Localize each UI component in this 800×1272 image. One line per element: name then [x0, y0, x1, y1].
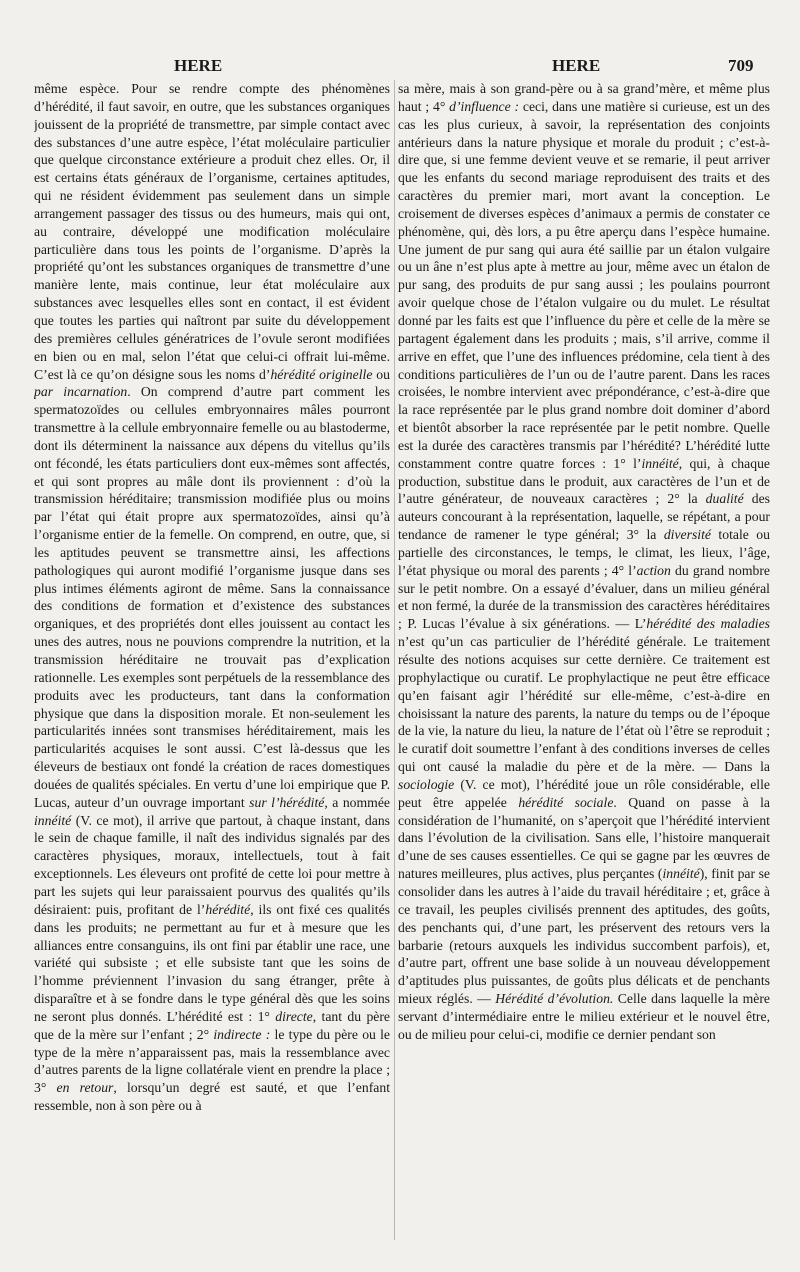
italic-term: par incarnation [34, 384, 128, 400]
running-header [0, 56, 800, 80]
text-run: , tant du père que de la mère sur l’enfant ; 2° [34, 1008, 390, 1042]
text-run: ), finit par se consolider dans les autres à l’aide du travail héréditaire ; et, grâce à ce travail, les peuples civilisés prennent des aptitudes, des goûts, des penchants qui, d’une part, les préservent des retours vers la barbarie (retours auxquels les individus succombent parfois), et, d’autre part, offrent une base solide à un nouveau développement d’aptitudes plus puissantes, de goûts plus délicats et de penchants mieux réglés. — [398, 866, 770, 1007]
text-run: . Quand on passe à la considération de l’humanité, on s’aperçoit que l’hérédité intervient dans l’évolution de la civilisation. Sans elle, l’histoire manquerait d’une de ses causes essentielles. Ce qui se gagne par les œuvres de natures meilleures, plus actives, plus perçantes ( [398, 794, 770, 882]
text-run: sa mère, mais à son grand-père ou à sa grand’mère, et même plus haut ; 4° [398, 81, 770, 114]
text-run: , qui, à chaque production, substitue dans le produit, aux caractères de l’un et de l’autre générateur, de nouveaux caractères ; 2° la [398, 455, 770, 507]
italic-term: directe [275, 1008, 313, 1024]
left-column [34, 80, 390, 1246]
text-run: (V. ce mot), l’hérédité joue un rôle considérable, elle peut être appelée [398, 776, 770, 810]
text-run: , ils ont fixé ces qualités dans les produits; ne permettant au fur et à mesure que les alliances entre consanguins, ils ont fini par établir une race, une variété qui subsiste ; et elle subsiste tant que les soins de l’homme préviennent l’invasion du sang étranger, prête à disparaître et à se fondre dans le type général dès que les soins ne seront plus donnés. L’hérédité est : 1° [34, 901, 390, 1024]
italic-term: en retour [56, 1080, 114, 1096]
page-number: 709 [728, 56, 754, 75]
italic-term: hérédité sociale [518, 794, 614, 810]
italic-term: d’influence : [449, 98, 520, 114]
italic-term: hérédité originelle [270, 366, 373, 382]
column-divider [394, 80, 395, 1240]
text-run: du grand nombre sur le petit nombre. On a essayé d’évaluer, dans un milieu général et non fermé, la durée de la transmission des caractères héréditaires ; P. Lucas l’évalue à six générations. — L’ [398, 562, 770, 632]
text-run: n’est qu’un cas particulier de l’hérédité générale. Le traitement résulte des notions acquises sur cette dernière. Ce traitement est prophylactique ou curatif. Le prophylactique ne peut être efficace qu’en faisant agir l’hérédité sur elle-même, c’est-à-dire en choisissant la nature des parents, la nature du temps ou de l’époque de la vie, la nature du lieu, la nature de l’état où l’être se reproduit ; le curatif doit soumettre l’enfant à des conditions inverses de celles qui ont causé la maladie du père et de la mère. — Dans la [398, 634, 770, 775]
italic-term: innéité [34, 812, 72, 828]
left-column-text [34, 80, 390, 1115]
text-run: des auteurs concourant à la représentation, laquelle, se répétant, a pour tendance de ramener le type général; 3° la [398, 491, 770, 543]
italic-term: sociologie [398, 776, 455, 792]
italic-term: Hérédité d’évolution. [495, 991, 614, 1007]
text-run: même espèce. Pour se rendre compte des phénomènes d’hérédité, il faut savoir, en outre, que les substances organiques jouissent de la propriété de transmettre, par simple contact avec des substances d’une autre espèce, l’état moléculaire particulier que quelque circonstance extérieure a produit chez elles. Or, il est certains états généraux de l’organisme, certaines aptitudes, qui ne résident évidemment pas seulement dans un simple arrangement passager des tissus ou des humeurs, mais qui ont, au contraire, développé une modification moléculaire particulière dans tous les points de l’organisme. D’après la propriété qu’ont les substances organiques de transmettre d’une manière lente, mais continue, leur état moléculaire aux substances avec lesquelles elles sont en contact, il est évident que toutes les parties qui naîtront par suite du développement des premières cellules génératrices de l’ovule seront modifiées en bien ou en mal, selon l’état que celui-ci offrait lui-même. C’est là ce qu’on désigne sous les noms d’ [34, 81, 390, 382]
text-run: , lorsqu’un degré est sauté, et que l’enfant ressemble, non à son père ou à [34, 1080, 390, 1114]
text-run: , a nommée [324, 794, 390, 810]
text-run: . On comprend d’autre part comment les spermatozoïdes ou cellules embryonnaires mâles pourront transmettre à la cellule embryonnaire femelle ou au blastoderme, dont ils déterminent la naissance aux dépens du vitellus qu’ils ont fécondé, les états particuliers dont eux-mêmes sont affectés, et qui sont propres au mâle dont ils proviennent : d’où la transmission héréditaire; transmission modifiée plus ou moins par l’état qui était propre aux spermatozoïdes, ainsi qu’à l’organisme entier de la femelle. On comprend, en outre, que, si les aptitudes peuvent se transmettre ainsi, les affections pathologiques qui auront modifié l’organisme jusque dans ses plus intimes éléments agiront de même. Sans la connaissance des conditions de formation et d’existence des substances organiques, et des propriétés dont elles jouissent au contact les unes des autres, nous ne pouvions comprendre la nutrition, et la transmission héréditaire ne trouvait pas d’explication rationnelle. Les exemples sont perpétuels de la ressemblance des produits avec les producteurs, tant dans la conformation physique que dans la disposition morale. Et non-seulement les particularités innées sont transmises héréditairement, mais les particularités acquises le sont aussi. C’est là-dessus que les éleveurs de bestiaux ont fondé la création de races domestiques douées de qualités spéciales. En vertu d’une loi empirique que P. Lucas, auteur d’un ouvrage important [34, 384, 390, 810]
text-run: ceci, dans une matière si curieuse, est un des cas les plus curieux, à savoir, la représentation des conjoints antérieurs dans la nature physique et morale du produit ; c’est-à-dire que, si une femme devient veuve et se remarie, il peut arriver que les enfants du second mariage reproduisent des traits et des caractères du premier mari, mort avant la conception. Le croisement de diverses espèces d’animaux a permis de constater ce phénomène, qui, dès lors, a pu être aperçu dans l’espèce humaine. Une jument de pur sang qui aura été saillie par un étalon vulgaire ou un âne n’est plus apte à mettre au jour, même avec un étalon de pur sang, des produits de pur sang aussi ; les poulains pourront avoir quelque chose de l’étalon vulgaire ou du mulet. Le résultat donné par les faits est que l’influence du père et celle de la mère se partagent également dans les produits ; mais, s’il arrive, comme il arrive en effet, que l’une des influences prédomine, cela tient à des conditions particulières de l’un ou de l’autre parent. Dans les races croisées, le nombre intervient avec prépondérance, c’est-à-dire que la race représentée par le plus grand nombre doit dominer d’abord et bientôt absorber la race représentée par le petit nombre. Quelle est la durée des caractères transmis par l’hérédité? L’hérédité lutte constamment contre quatre forces : 1° l’ [398, 98, 770, 471]
text-run: le type du père ou le type de la mère n’apparaissent pas, mais la ressemblance avec d’autres parents de la ligne collatérale vient en prendre la place ; 3° [34, 1026, 390, 1096]
right-column-text [398, 80, 770, 1044]
text-run: Celle dans laquelle la mère servant d’intermédiaire entre le milieu extérieur et le nouvel être, ou de milieu pour celui-ci, modifie ce dernier pendant son [398, 991, 770, 1042]
running-head-left: HERE [174, 56, 223, 75]
italic-term: diversité [663, 527, 711, 543]
italic-term: innéité [641, 455, 679, 471]
running-head-right: HERE [552, 56, 601, 75]
italic-term: action [636, 562, 671, 578]
text-run: (V. ce mot), il arrive que partout, à chaque instant, dans le sein de chaque famille, il naît des individus signalés par des caractères physiques, moraux, intellectuels, tout à fait exceptionnels. Les éleveurs ont profité de cette loi pour mettre à part les sujets qui leur paraissaient pourvus des qualités qu’ils désiraient: puis, profitant de l’ [34, 812, 390, 917]
italic-term: innéité [662, 866, 700, 882]
right-column [398, 80, 770, 1246]
text-run: ou [372, 366, 390, 382]
italic-term: dualité [705, 491, 744, 507]
italic-term: indirecte : [213, 1026, 271, 1042]
italic-term: hérédité [205, 901, 251, 917]
text-run: totale ou partielle des circonstances, le temps, le climat, les lieux, l’âge, l’état physique ou moral des parents ; 4° l’ [398, 527, 770, 578]
italic-term: hérédité des maladies [646, 616, 770, 632]
italic-term: sur l’hérédité [249, 794, 325, 810]
